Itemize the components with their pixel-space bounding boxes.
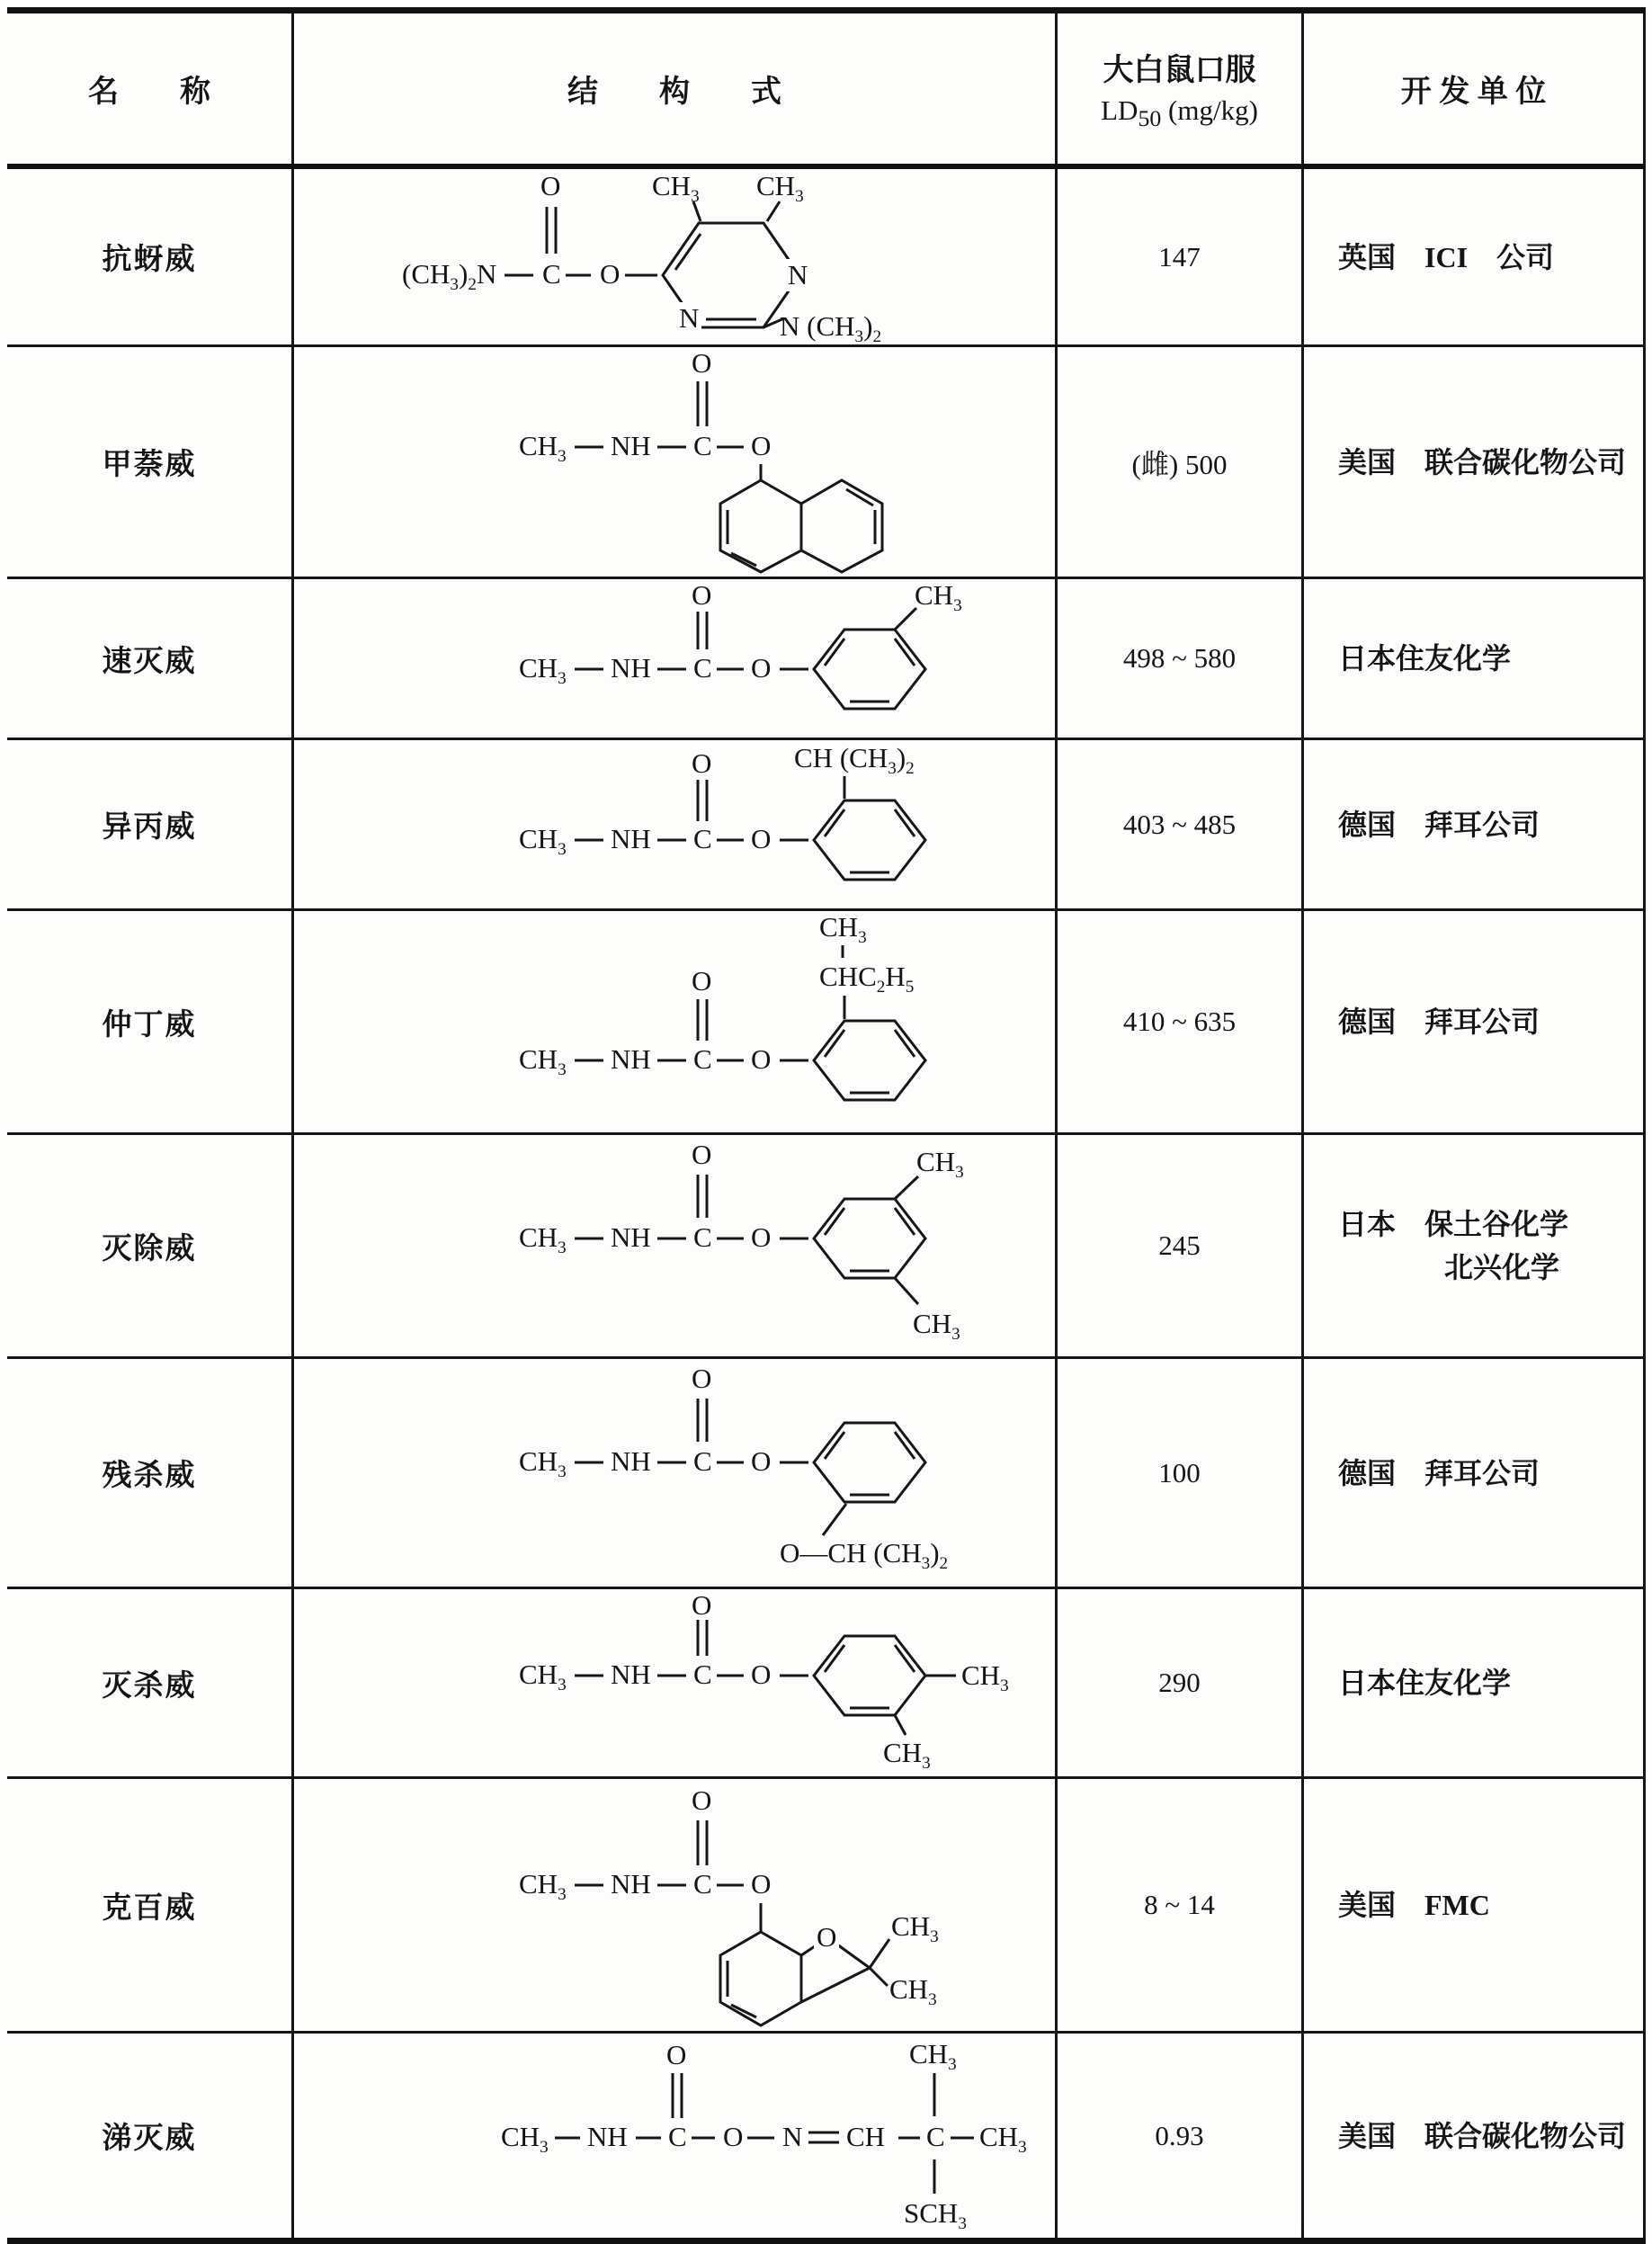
header-structure-label: 结 构 式	[567, 76, 781, 109]
atom-label: O	[692, 965, 712, 997]
atom-label: $CH_3$	[519, 823, 567, 860]
table-row	[7, 1135, 1646, 1359]
benzene-ring	[720, 1932, 801, 2025]
atom-label: NH	[611, 823, 651, 854]
benzene-ring	[814, 1636, 925, 1715]
ld50-value: 100	[1055, 1359, 1301, 1587]
atom-label: C	[693, 1221, 712, 1253]
atom-label: $CH_3$	[819, 911, 867, 948]
ld50-value: (雌) 500	[1055, 347, 1301, 577]
atom-label: $CH_3$	[909, 2038, 957, 2075]
atom-label: $SCH_3$	[904, 2197, 967, 2234]
atom-label: O	[723, 2121, 744, 2152]
header-developer-label: 开 发 单 位	[1400, 76, 1547, 109]
developer: 德国 拜耳公司	[1301, 1359, 1646, 1587]
ld50-value: 0.93	[1055, 2034, 1301, 2238]
atom-label: O	[692, 747, 712, 779]
atom-label: $CH_3$	[519, 1445, 567, 1482]
atom-label: O—CH $(CH_3)_2$	[780, 1537, 949, 1574]
atom-label: NH	[611, 1445, 651, 1477]
header-name	[7, 13, 291, 164]
compound-name: 灭除威	[102, 1232, 197, 1265]
developer: 德国 拜耳公司	[1301, 911, 1646, 1132]
atom-label: O	[751, 1221, 772, 1253]
atom-label: NH	[611, 1043, 651, 1075]
ld50-value: 498 ~ 580	[1055, 579, 1301, 738]
atom-label: C	[926, 2121, 945, 2152]
structure-diagram	[294, 347, 1055, 577]
atom-label: N	[782, 2121, 803, 2152]
structure-diagram	[294, 2034, 1055, 2238]
header-ld50-line2: $LD_{50}$ (mg/kg)	[1101, 94, 1258, 132]
atom-label: NH	[587, 2121, 628, 2152]
developer: 日本 保土谷化学 北兴化学	[1301, 1135, 1646, 1356]
compound-name: 灭杀威	[102, 1669, 197, 1703]
structure-diagram	[294, 1135, 1055, 1356]
bond-lines	[294, 911, 1055, 1132]
bond-lines	[294, 740, 1055, 908]
atom-label: O	[692, 1139, 712, 1170]
ld50-value: 410 ~ 635	[1055, 911, 1301, 1132]
atom-label: O	[692, 579, 712, 611]
atom-label: N $(CH_3)_2$	[780, 310, 882, 344]
table-row	[7, 2034, 1646, 2238]
ld50-value: 290	[1055, 1589, 1301, 1776]
atom-label: $CH_3$	[519, 1221, 567, 1258]
developer: 美国 联合碳化物公司	[1301, 2034, 1646, 2238]
atom-label: O	[751, 1658, 772, 1690]
atom-label: NH	[611, 1658, 651, 1690]
benzene-ring	[814, 1199, 925, 1278]
naphthalene-ring-left	[720, 480, 801, 572]
developer: 德国 拜耳公司	[1301, 740, 1646, 908]
atom-label: $CH_3$	[915, 579, 962, 616]
table-row	[7, 1779, 1646, 2034]
developer: 美国 联合碳化物公司	[1301, 347, 1646, 577]
atom-label: $CH_3$	[891, 1910, 939, 1947]
structure-diagram	[294, 740, 1055, 908]
atom-label: $CH_3$	[519, 652, 567, 689]
atom-label: NH	[611, 430, 651, 461]
atom-label: CH	[846, 2121, 886, 2152]
atom-label: $CH_3$	[519, 1043, 567, 1080]
bond-lines	[294, 347, 1055, 577]
table-row	[7, 1359, 1646, 1589]
table-row	[7, 1589, 1646, 1779]
compound-name: 残杀威	[102, 1460, 197, 1492]
structure-diagram	[294, 579, 1055, 738]
atom-label: O	[814, 1921, 839, 1953]
developer: 美国 FMC	[1301, 1779, 1646, 2031]
atom-label: C	[542, 258, 561, 290]
header-structure	[291, 13, 1055, 164]
atom-label: $CH_3$	[519, 430, 567, 467]
atom-label: C	[693, 823, 712, 854]
atom-label: O	[692, 347, 712, 379]
atom-label: $CH_3$	[916, 1146, 964, 1183]
compound-name: 涕灭威	[102, 2123, 197, 2155]
table-row	[7, 740, 1646, 911]
structure-diagram	[294, 911, 1055, 1132]
atom-label: $(CH_3)_2N$	[402, 258, 497, 295]
benzene-ring	[814, 1021, 925, 1100]
atom-label: C	[693, 1043, 712, 1075]
structure-diagram	[294, 1359, 1055, 1587]
pesticide-table	[7, 7, 1646, 2244]
benzene-ring	[814, 630, 925, 709]
header-name-label: 名 称	[88, 76, 210, 109]
atom-label: N	[785, 259, 810, 291]
structure-diagram	[294, 169, 1055, 344]
atom-label: O	[751, 823, 772, 854]
atom-label: NH	[611, 652, 651, 684]
atom-label: O	[666, 2039, 687, 2070]
benzene-ring	[814, 1423, 925, 1502]
atom-label: C	[693, 652, 712, 684]
atom-label: O	[751, 1445, 772, 1477]
compound-name: 异丙威	[102, 811, 197, 844]
atom-label: O	[751, 1868, 772, 1900]
atom-label: C	[693, 1868, 712, 1900]
atom-label: NH	[611, 1221, 651, 1253]
atom-label: $CH_3$	[961, 1659, 1009, 1696]
bond-lines	[294, 1589, 1055, 1776]
ld50-value: 403 ~ 485	[1055, 740, 1301, 908]
developer: 日本住友化学	[1301, 1589, 1646, 1776]
atom-label: $CH_3$	[756, 170, 804, 207]
ld50-value: 8 ~ 14	[1055, 1779, 1301, 2031]
atom-label: $CH_3$	[979, 2121, 1027, 2158]
table-row	[7, 347, 1646, 579]
atom-label: O	[751, 652, 772, 684]
atom-label: N	[676, 302, 701, 335]
bond-lines	[294, 1779, 1055, 2031]
header-developer	[1301, 13, 1646, 164]
atom-label: CH $(CH_3)_2$	[794, 742, 915, 779]
atom-label: $CH_3$	[519, 1868, 567, 1905]
atom-label: C	[693, 1445, 712, 1477]
table-header-row	[7, 13, 1646, 169]
atom-label: C	[668, 2121, 687, 2152]
atom-label: O	[751, 430, 772, 461]
atom-label: C	[693, 430, 712, 461]
table-row	[7, 911, 1646, 1135]
compound-name: 甲萘威	[102, 449, 197, 481]
atom-label: O	[600, 258, 621, 290]
compound-name: 仲丁威	[102, 1008, 197, 1042]
developer: 英国 ICI 公司	[1301, 169, 1646, 344]
benzene-ring	[814, 800, 925, 880]
compound-name: 克百威	[102, 1891, 197, 1925]
atom-label: $CH_3$	[519, 1658, 567, 1695]
atom-label: C	[693, 1658, 712, 1690]
atom-label: $CH_3$	[883, 1737, 931, 1774]
compound-name: 速灭威	[102, 645, 197, 678]
atom-label: $CHC_2H_5$	[819, 961, 915, 997]
developer: 日本住友化学	[1301, 579, 1646, 738]
atom-label: $CH_3$	[652, 170, 700, 207]
compound-name: 抗蚜威	[102, 244, 197, 276]
header-ld50-line1: 大白鼠口服	[1103, 53, 1256, 87]
atom-label: NH	[611, 1868, 651, 1900]
atom-label: O	[540, 170, 561, 201]
naphthalene-ring-right	[801, 480, 882, 572]
atom-label: O	[692, 1363, 712, 1394]
header-ld50	[1055, 13, 1301, 164]
atom-label: O	[692, 1784, 712, 1816]
table-row	[7, 169, 1646, 347]
atom-label: $CH_3$	[889, 1973, 937, 2010]
ld50-value: 147	[1055, 169, 1301, 344]
atom-label: $CH_3$	[913, 1308, 960, 1345]
atom-label: $CH_3$	[501, 2121, 549, 2158]
structure-diagram	[294, 1779, 1055, 2031]
ld50-value: 245	[1055, 1135, 1301, 1356]
table-row	[7, 579, 1646, 740]
atom-label: O	[692, 1589, 712, 1621]
atom-label: O	[751, 1043, 772, 1075]
structure-diagram	[294, 1589, 1055, 1776]
